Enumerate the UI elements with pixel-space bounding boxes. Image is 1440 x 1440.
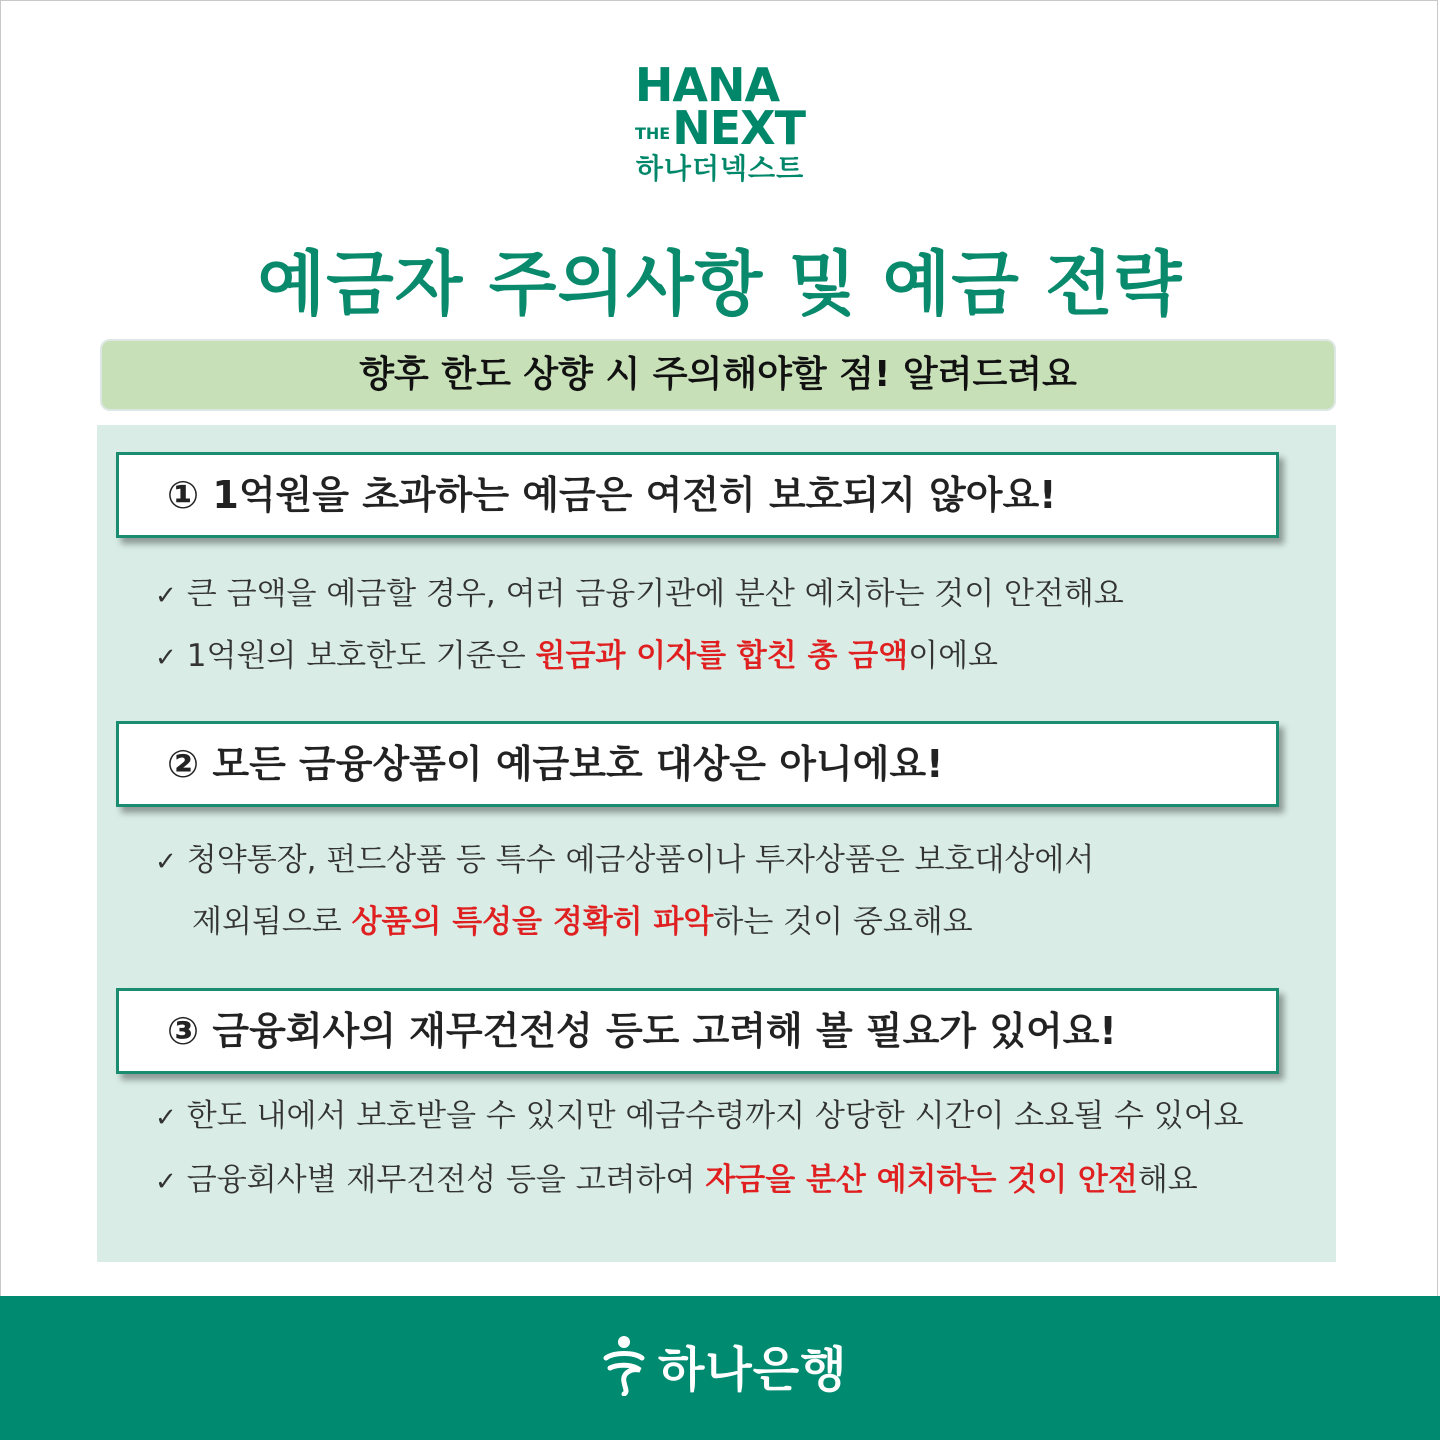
bullet-highlight: 원금과 이자를 합친 총 금액	[535, 638, 909, 674]
bullet-text: 큰 금액을 예금할 경우, 여러 금융기관에 분산 예치하는 것이 안전해요	[186, 576, 1124, 612]
hana-person-icon	[600, 1334, 648, 1396]
bullet-text: 한도 내에서 보호받을 수 있지만 예금수령까지 상당한 시간이 소요될 수 있어요	[186, 1098, 1244, 1134]
subtitle-banner: 향후 한도 상향 시 주의해야할 점! 알려드려요	[100, 339, 1336, 411]
section-2-bullet-1-continued	[192, 902, 973, 942]
check-icon: ✓	[155, 1103, 177, 1133]
bullet-text: 제외됨으로	[192, 904, 352, 940]
footer-bar	[0, 1296, 1440, 1440]
logo-next-text: NEXT	[672, 101, 805, 155]
logo-hana-text: HANA	[634, 58, 780, 112]
section-1-heading: ① 1억원을 초과하는 예금은 여전히 보호되지 않아요!	[116, 452, 1279, 538]
check-icon: ✓	[155, 1167, 177, 1197]
check-icon: ✓	[155, 643, 177, 673]
section-3-bullet-2	[155, 1160, 1198, 1202]
bullet-highlight: 상품의 특성을 정확히 파악	[351, 904, 714, 940]
section-3-bullet-1	[155, 1096, 1244, 1138]
section-2-bullet-1	[155, 840, 1094, 882]
logo-korean-text: 하나더넥스트	[635, 152, 805, 185]
hana-the-next-logo	[0, 58, 1440, 186]
section-3-heading: ③ 금융회사의 재무건전성 등도 고려해 볼 필요가 있어요!	[116, 988, 1279, 1074]
bullet-text: 금융회사별 재무건전성 등을 고려하여	[186, 1162, 706, 1198]
bullet-text: 하는 것이 중요해요	[713, 904, 973, 940]
section-1-bullet-2	[155, 636, 998, 678]
bullet-text: 1억원의 보호한도 기준은	[186, 638, 536, 674]
footer-brand-text: 하나은행	[658, 1341, 848, 1398]
hana-bank-logo	[600, 1330, 847, 1400]
section-2-heading: ② 모든 금융상품이 예금보호 대상은 아니에요!	[116, 721, 1279, 807]
logo-the-text: THE	[635, 124, 671, 143]
bullet-highlight: 자금을 분산 예치하는 것이 안전	[705, 1162, 1138, 1198]
bullet-text: 이에요	[908, 638, 998, 674]
check-icon: ✓	[155, 847, 177, 877]
bullet-text: 해요	[1137, 1162, 1198, 1198]
check-icon: ✓	[155, 581, 177, 611]
page-title: 예금자 주의사항 및 예금 전략	[257, 243, 1183, 325]
section-1-bullet-1	[155, 574, 1124, 616]
bullet-text: 청약통장, 펀드상품 등 특수 예금상품이나 투자상품은 보호대상에서	[186, 842, 1095, 878]
